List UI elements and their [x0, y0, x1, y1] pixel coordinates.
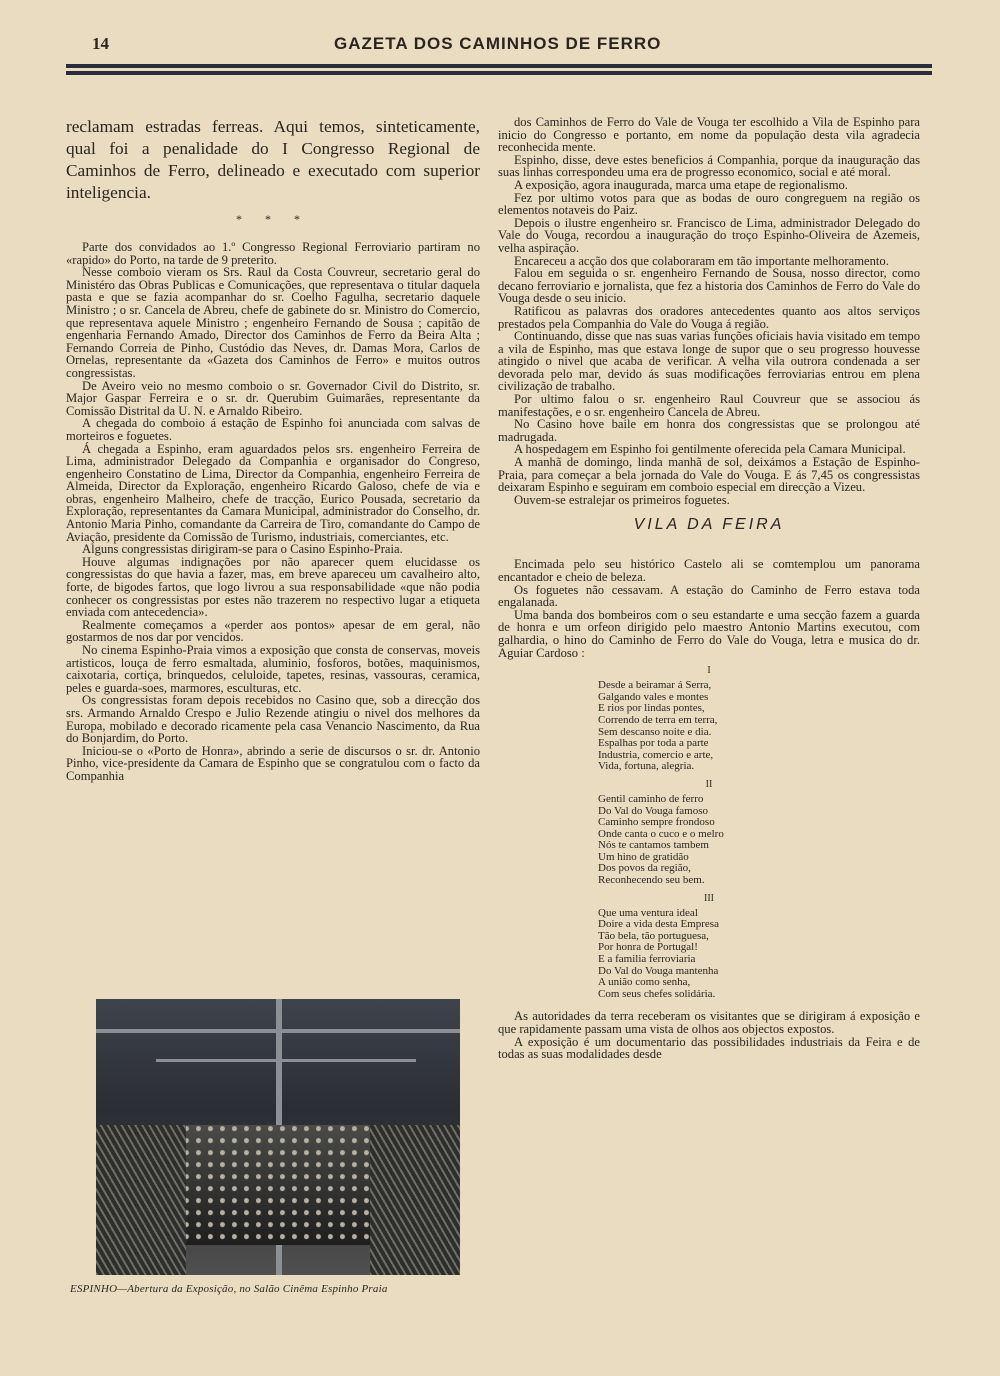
verse-line: Por honra de Portugal!	[598, 941, 698, 954]
stanza-numeral: I	[707, 665, 711, 677]
paragraph: Continuando, disse que nas suas varias funções oficiais havia visitado em tempo a vila de Espinho, mas que estava longe de supor que o seu progresso houvesse atingido o nivel que acaba de verificar. A velha vila outrora condenada a ser devorada pelo mar, devido ás suas modificações ferroviarias entrou em plena civilização de trabalho.	[498, 329, 920, 394]
paragraph: Nesse comboio vieram os Srs. Raul da Costa Couvreur, secretario geral do Ministéro das Obras Publicas e Comunicações, que representava o titular daquela pasta e que se fazia acompanhar do sr. Coelho Fagulha, secretario daquele Ministro ; o sr. Cancela de Abreu, chefe de gabinete do sr. Ministro do Comercio, que representava aquele Ministro ; engenheiro Fernando de Sousa ; capitão de engenharia Fernando Amado, Director dos Caminhos de Ferro da Beira Alta ; Fernando Correia de Pinho, Custódio das Neves, dr. Damas Mora, Carlos de Ornelas, representante da «Gazeta dos Caminhos de Ferro» e muitos outros congressistas.	[66, 265, 480, 380]
paragraph: Uma banda dos bombeiros com o seu estandarte e uma secção fazem a guarda de honra e um orfeon dirigido pelo maestro Antonio Martins executou, com galhardia, o hino do Caminho de Ferro do Vale do Vouga, letra e musica do dr. Aguiar Cardoso :	[498, 607, 920, 660]
page-number: 14	[92, 34, 109, 53]
stanza	[598, 908, 920, 1001]
paragraph: Por ultimo falou o sr. engenheiro Raul Couvreur que se associou ás manifestações, e o sr. engenheiro Cancela de Abreu.	[498, 392, 920, 419]
left-column	[66, 116, 480, 783]
verse-line: Que uma ventura ideal	[598, 906, 698, 919]
right-article-body	[498, 116, 920, 506]
verse-line: Tão bela, tão portuguesa,	[598, 929, 709, 942]
paragraph: No Casino hove baile em honra dos congressistas que se prolongou até madrugada.	[498, 417, 920, 444]
stanza	[598, 680, 920, 773]
verse-line: E a familia ferroviaria	[598, 953, 696, 966]
paragraph: A chegada do comboio á estação de Espinho foi anunciada com salvas de morteiros e foguetes.	[66, 416, 480, 443]
verse-line: E rios por lindas pontes,	[598, 702, 705, 715]
paragraph: Encimada pelo seu histórico Castelo ali se comtemplou um panorama encantador e cheio de beleza.	[498, 557, 920, 584]
paragraph: Falou em seguida o sr. engenheiro Fernando de Sousa, nosso director, como decano ferroviario e jornalista, que fez a historia dos Caminhos de Ferro do Vale do Vouga desde o seu inicio.	[498, 266, 920, 306]
verse-line: Gentil caminho de ferro	[598, 792, 704, 805]
verse-line: Um hino de gratidão	[598, 850, 689, 863]
hymn-poem	[498, 665, 920, 1000]
stanza-numeral: II	[705, 778, 713, 790]
paragraph: A hospedagem em Espinho foi gentilmente oferecida pela Camara Municipal.	[514, 442, 906, 457]
verse-line: Com seus chefes solidária.	[598, 987, 716, 1000]
paragraph: Os congressistas foram depois recebidos no Casino que, sob a direcção dos srs. Armando Arnaldo Crespo e Julio Rezende atingiu o nivel dos melhores da Europa, mobilado e decorado ricamente pela casa Venancio Nascimento, da Rua do Bonjardim, do Porto.	[66, 693, 480, 746]
left-article-body	[66, 241, 480, 783]
paragraph: dos Caminhos de Ferro do Vale de Vouga ter escolhido a Vila de Espinho para inicio do Congresso e portanto, em nome da população desta vila agradecia reconhecida mente.	[498, 115, 920, 155]
verse-line: Nós te cantamos tambem	[598, 839, 709, 852]
paragraph: Parte dos convidados ao 1.º Congresso Regional Ferroviario partiram no «rapido» do Porto, na tarde de 9 preterito.	[66, 240, 480, 267]
verse-line: Doire a vida desta Empresa	[598, 918, 719, 931]
paragraph: De Aveiro veio no mesmo comboio o sr. Governador Civil do Distrito, sr. Major Gaspar Ferreira e o sr. dr. Querubim Guimarães, representante da Comissão Distrital da U. N. e Arnaldo Ribeiro.	[66, 378, 480, 418]
verse-line: Reconhecendo seu bem.	[598, 874, 705, 887]
paragraph: Alguns congressistas dirigiram-se para o Casino Espinho-Praia.	[82, 542, 403, 557]
stanza	[598, 794, 920, 887]
paragraph: No cinema Espinho-Praia vimos a exposição que consta de conservas, moveis artisticos, louça de ferro esmaltada, aluminio, fosforos, botões, maquinismos, caixotaria, cortiça, brinquedos, celuloide, tapetes, resinas, vassouras, ceramica, peles e guarda-soes, marmores, esculturas, etc.	[66, 643, 480, 695]
verse-line: Do Val do Vouga famoso	[598, 804, 708, 817]
paragraph: Fez por ultimo votos para que as bodas de ouro congreguem na região os elementos notaveis do Paiz.	[498, 190, 920, 218]
verse-line: Correndo de terra em terra,	[598, 713, 718, 726]
paragraph: A exposição, agora inaugurada, marca uma etape de regionalismo.	[514, 177, 848, 192]
paragraph: Iniciou-se o «Porto de Honra», abrindo a serie de discursos o sr. dr. Antonio Pinho, vice-presidente da Camara de Espinho que se congratulou com o facto da Companhia	[66, 743, 480, 783]
verse-line: Onde canta o cuco e o melro	[598, 827, 724, 840]
lead-paragraph: reclamam estradas ferreas. Aqui temos, sinteticamente, qual foi a penalidade do I Congresso Regional de Caminhos de Ferro, delineado e executado com superior inteligencia.	[66, 117, 480, 202]
verse-line: Galgando vales e montes	[598, 690, 709, 703]
verse-line: Industria, comercio e arte,	[598, 748, 714, 761]
paragraph: Depois o ilustre engenheiro sr. Francisco de Lima, administrador Delegado do Vale do Vouga, recordou a inauguração do troço Espinho-Oliveira de Azemeis, velha aspiração.	[498, 215, 920, 255]
paragraph: Houve algumas indignações por não aparecer quem elucidasse os congressistas do que havia a fazer, mas, em breve apareceu um cavalheiro alto, forte, de bigodes fartos, que logo livrou a sua responsabilidade «que não podia conhecer os congressistas por estes não trazerem no respectivo lugar a etiqueta enviada com antecedencia».	[66, 554, 480, 620]
paragraph: Ouvem-se estralejar os primeiros foguetes.	[514, 492, 730, 507]
verse-line: A união como senha,	[598, 976, 691, 989]
paragraph: A manhã de domingo, linda manhã de sol, deixámos a Estação de Espinho-Praia, para começar a bela jornada do Vale do Vouga. E ás 7,45 os congressistas deixaram Espinho e seguiram em comboio especial em direcção a Vizeu.	[498, 455, 920, 495]
header-rule	[66, 71, 932, 75]
section-title: VILA DA FEIRA	[633, 516, 785, 534]
paragraph: Ratificou as palavras dos oradores antecedentes quanto aos altos serviços prestados pela Companhia do Vale do Vouga á região.	[498, 303, 920, 331]
paragraph: Á chegada a Espinho, eram aguardados pelos srs. engenheiro Ferreira de Lima, administrador Delegado da Companhia e organisador do Congreso, engenheiro Constatino de Lima, Director da Companhia, engenheiro Ferreira de Almeida, Director da Exploração, engenheiro Ricardo Galoso, chefe de via e obras, engenheiro Malheiro, chefe de tracção, Eurico Pousada, secretario da Exploração, representantes da Camara Municipal, administrador do Conselho, dr. Antonio Maria Pinho, comandante da Carreira de Tiro, comandante do Campo de Aviação, presidente da Comissão de Turismo, industriais, comerciantes, etc.	[66, 441, 480, 544]
stanza-numeral: III	[704, 892, 714, 904]
verse-line: Vida, fortuna, alegria.	[598, 760, 695, 773]
verse-line: Do Val do Vouga mantenha	[598, 964, 719, 977]
verse-line: Desde a beiramar á Serra,	[598, 679, 712, 692]
paragraph: Os foguetes não cessavam. A estação do Caminho de Ferro estava toda engalanada.	[498, 582, 920, 610]
section-separator: * * *	[236, 212, 310, 226]
exhibition-photo	[96, 999, 460, 1275]
paragraph: As autoridades da terra receberam os visitantes que se dirigiram á exposição e que rapidamente passam uma vista de olhos aos objectos expostos.	[498, 1009, 920, 1036]
verse-line: Dos povos da região,	[598, 862, 691, 875]
paragraph: Espinho, disse, deve estes beneficios á Companhia, porque da inauguração das suas linhas correspondeu uma era de progresso economico, social e até moral.	[498, 152, 920, 180]
right-column	[498, 116, 920, 1061]
masthead-title: GAZETA DOS CAMINHOS DE FERRO	[334, 34, 662, 53]
verse-line: Sem descanso noite e dia.	[598, 725, 712, 738]
paragraph: Encareceu a acção dos que colaboraram em tão importante melhoramento.	[514, 253, 889, 268]
verse-line: Caminho sempre frondoso	[598, 816, 715, 829]
header-rule	[66, 64, 932, 68]
closing-body	[498, 1010, 920, 1060]
feira-body	[498, 558, 920, 659]
photo-caption: ESPINHO—Abertura da Exposição, no Salão Cinêma Espinho Praia	[70, 1283, 388, 1295]
paragraph: Realmente começamos a «perder aos pontos» apesar de em geral, não gostarmos de nos dar por vencidos.	[66, 617, 480, 645]
verse-line: Espalhas por toda a parte	[598, 737, 709, 750]
paragraph: A exposição é um documentario das possibilidades industriais da Feira e de todas as suas modalidades desde	[498, 1034, 920, 1062]
